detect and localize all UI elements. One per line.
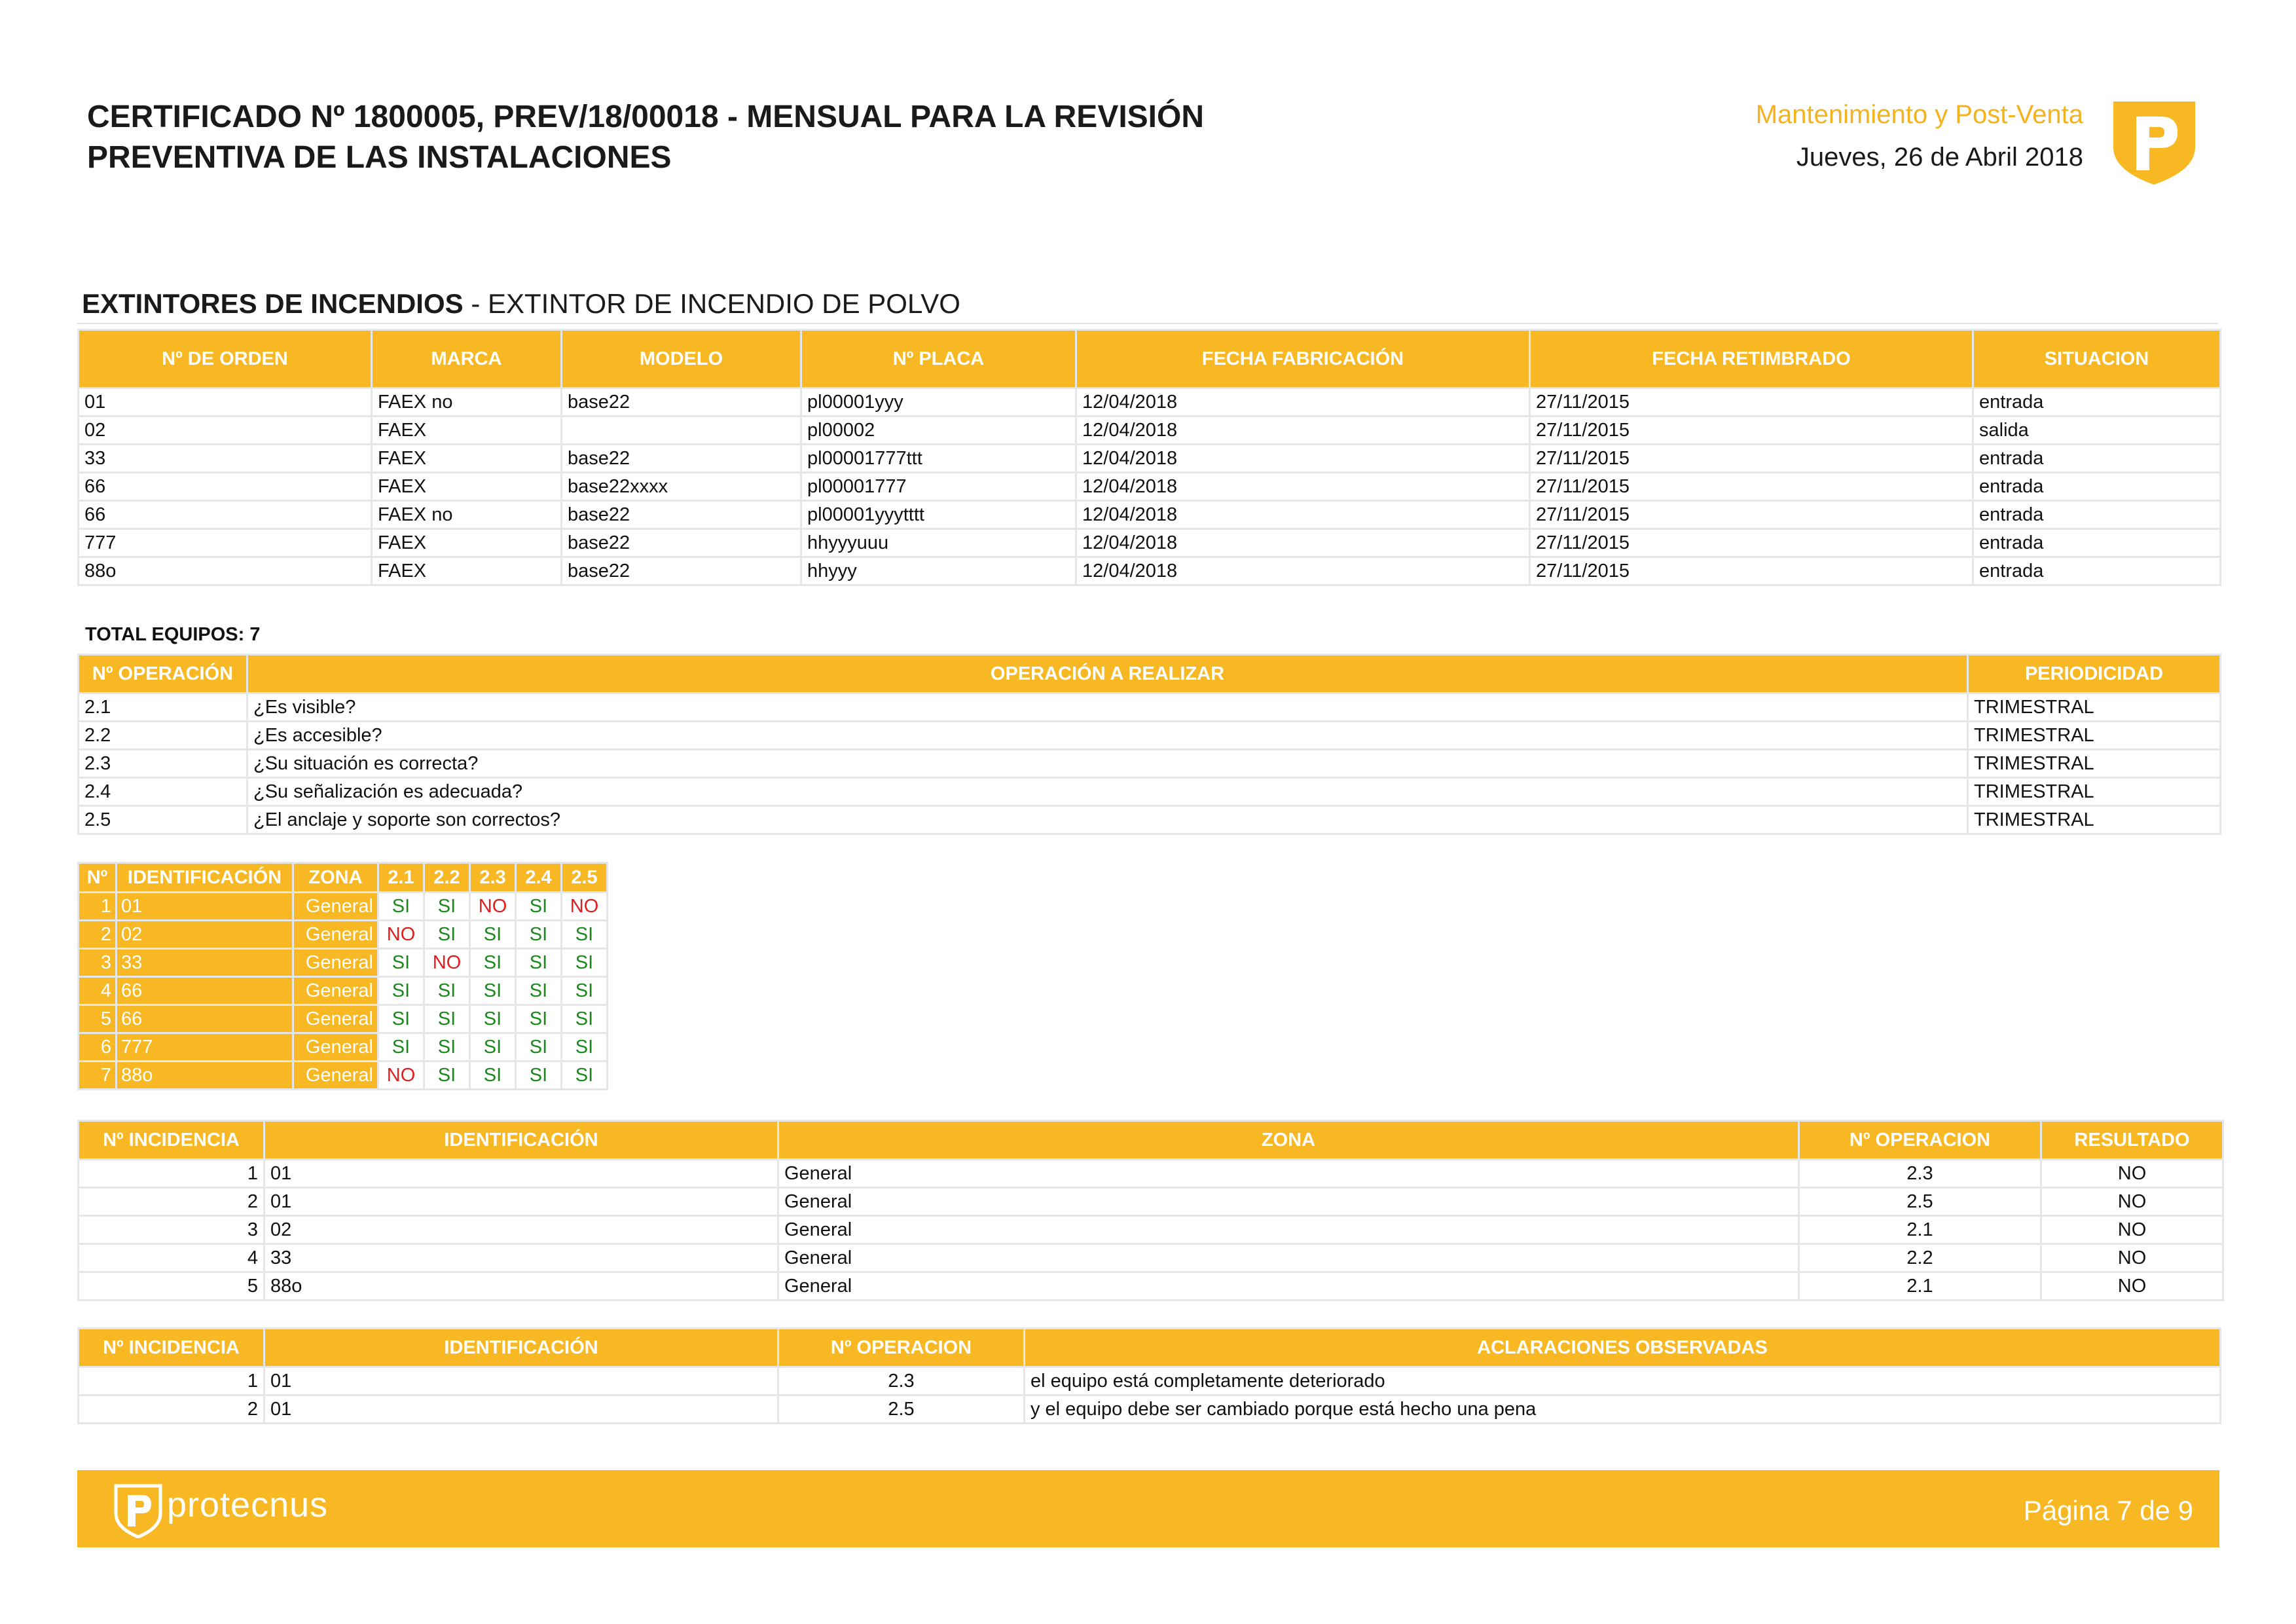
inspection-matrix-table: [77, 862, 608, 1090]
col-header-periodicidad: PERIODICIDAD: [1968, 655, 2221, 693]
col-header-op-2-5: 2.5: [562, 863, 608, 893]
col-header-op-2-1: 2.1: [378, 863, 424, 893]
table-cell: pl00001yyytttt: [801, 501, 1076, 529]
table-cell: 2: [79, 1395, 264, 1424]
col-header-num-operacion: Nº OPERACIÓN: [79, 655, 247, 693]
table-cell: NO: [424, 949, 470, 977]
table-cell: SI: [424, 1061, 470, 1090]
table-cell: 2.1: [1799, 1272, 2041, 1301]
table-cell: 27/11/2015: [1530, 445, 1973, 473]
col-header-identificacion: IDENTIFICACIÓN: [117, 863, 293, 893]
table-cell: SI: [424, 921, 470, 949]
incidents-table: [77, 1120, 2224, 1301]
table-cell: 2.3: [1799, 1160, 2041, 1188]
table-cell: TRIMESTRAL: [1968, 778, 2221, 806]
col-header-resultado: RESULTADO: [2041, 1121, 2223, 1160]
table-cell: General: [293, 921, 378, 949]
table-row: [79, 778, 2221, 806]
col-header-op-2-2: 2.2: [424, 863, 470, 893]
table-cell: 3: [79, 949, 117, 977]
table-row: [79, 445, 2221, 473]
table-cell: 33: [79, 445, 372, 473]
col-header-op-2-3: 2.3: [470, 863, 516, 893]
table-cell: 66: [79, 501, 372, 529]
table-cell: SI: [516, 1061, 562, 1090]
table-cell: 2.5: [1799, 1188, 2041, 1216]
table-row: [79, 750, 2221, 778]
table-cell: General: [778, 1160, 1799, 1188]
table-cell: entrada: [1973, 529, 2221, 557]
table-cell: General: [293, 893, 378, 921]
table-cell: SI: [562, 921, 608, 949]
table-cell: hhyyyuuu: [801, 529, 1076, 557]
col-header-fecha-retimbrado: FECHA RETIMBRADO: [1530, 330, 1973, 388]
table-cell: 2.1: [1799, 1216, 2041, 1244]
table-cell: SI: [424, 1033, 470, 1061]
table-cell: 27/11/2015: [1530, 501, 1973, 529]
table-cell: TRIMESTRAL: [1968, 722, 2221, 750]
table-cell: 66: [79, 473, 372, 501]
table-row: [79, 893, 608, 921]
operations-table: [77, 654, 2221, 835]
table-cell: 12/04/2018: [1076, 529, 1530, 557]
table-row: [79, 693, 2221, 722]
table-cell: NO: [2041, 1216, 2223, 1244]
table-cell: 1: [79, 1367, 264, 1395]
table-cell: 27/11/2015: [1530, 529, 1973, 557]
table-header-row: [79, 655, 2221, 693]
table-cell: entrada: [1973, 557, 2221, 585]
table-cell: SI: [378, 1005, 424, 1033]
table-cell: FAEX no: [372, 388, 562, 416]
table-cell: SI: [424, 977, 470, 1005]
col-header-num-incidencia: Nº INCIDENCIA: [79, 1121, 264, 1160]
table-cell: 01: [117, 893, 293, 921]
table-cell: 88o: [264, 1272, 778, 1301]
table-cell: 5: [79, 1005, 117, 1033]
table-cell: 2.5: [79, 806, 247, 834]
col-header-fecha-fabricacion: FECHA FABRICACIÓN: [1076, 330, 1530, 388]
table-cell: SI: [516, 1033, 562, 1061]
table-cell: 66: [117, 977, 293, 1005]
table-cell: SI: [470, 1061, 516, 1090]
table-row: [79, 921, 608, 949]
table-row: [79, 1395, 2221, 1424]
table-cell: 7: [79, 1061, 117, 1090]
table-cell: SI: [516, 1005, 562, 1033]
table-cell: NO: [2041, 1272, 2223, 1301]
table-cell: 4: [79, 977, 117, 1005]
table-cell: General: [293, 1061, 378, 1090]
table-cell: NO: [2041, 1244, 2223, 1272]
table-cell: General: [293, 977, 378, 1005]
document-title: [87, 97, 1396, 178]
table-cell: SI: [562, 1005, 608, 1033]
table-cell: 5: [79, 1272, 264, 1301]
title-line-1: CERTIFICADO Nº 1800005, PREV/18/00018 - MENSUAL PARA LA REVISIÓN: [87, 100, 1205, 134]
section-title: [82, 288, 960, 320]
table-cell: SI: [378, 977, 424, 1005]
table-cell: 27/11/2015: [1530, 416, 1973, 445]
table-row: [79, 977, 608, 1005]
table-cell: 3: [79, 1216, 264, 1244]
table-row: [79, 1244, 2223, 1272]
title-line-2: PREVENTIVA DE LAS INSTALACIONES: [87, 140, 672, 175]
col-header-identificacion: IDENTIFICACIÓN: [264, 1329, 778, 1367]
table-cell: SI: [562, 977, 608, 1005]
table-cell: ¿Es accesible?: [247, 722, 1968, 750]
table-row: [79, 1005, 608, 1033]
table-cell: SI: [562, 1033, 608, 1061]
table-row: [79, 1061, 608, 1090]
table-cell: 88o: [79, 557, 372, 585]
table-cell: SI: [424, 893, 470, 921]
col-header-orden: Nº DE ORDEN: [79, 330, 372, 388]
table-cell: 27/11/2015: [1530, 557, 1973, 585]
col-header-num: Nº: [79, 863, 117, 893]
table-cell: NO: [470, 893, 516, 921]
table-cell: ¿Su señalización es adecuada?: [247, 778, 1968, 806]
table-cell: TRIMESTRAL: [1968, 806, 2221, 834]
col-header-num-incidencia: Nº INCIDENCIA: [79, 1329, 264, 1367]
table-cell: FAEX: [372, 445, 562, 473]
table-cell: 12/04/2018: [1076, 388, 1530, 416]
table-cell: FAEX: [372, 416, 562, 445]
table-cell: 01: [264, 1188, 778, 1216]
table-cell: SI: [470, 921, 516, 949]
table-cell: 1: [79, 1160, 264, 1188]
table-cell: 6: [79, 1033, 117, 1061]
table-row: [79, 1216, 2223, 1244]
table-row: [79, 806, 2221, 834]
table-row: [79, 1160, 2223, 1188]
table-cell: 12/04/2018: [1076, 501, 1530, 529]
table-cell: 12/04/2018: [1076, 445, 1530, 473]
department-label: Mantenimiento y Post-Venta: [1755, 100, 2083, 129]
table-cell: SI: [470, 977, 516, 1005]
table-cell: FAEX: [372, 529, 562, 557]
table-cell: entrada: [1973, 388, 2221, 416]
col-header-zona: ZONA: [778, 1121, 1799, 1160]
col-header-operacion: OPERACIÓN A REALIZAR: [247, 655, 1968, 693]
table-row: [79, 722, 2221, 750]
col-header-modelo: MODELO: [562, 330, 801, 388]
table-cell: 777: [117, 1033, 293, 1061]
table-cell: 4: [79, 1244, 264, 1272]
table-cell: General: [293, 1033, 378, 1061]
col-header-situacion: SITUACION: [1973, 330, 2221, 388]
table-cell: salida: [1973, 416, 2221, 445]
col-header-aclaraciones: ACLARACIONES OBSERVADAS: [1025, 1329, 2221, 1367]
document-date: Jueves, 26 de Abril 2018: [1796, 143, 2083, 172]
table-cell: 2.3: [778, 1367, 1025, 1395]
table-cell: FAEX: [372, 557, 562, 585]
table-row: [79, 1033, 608, 1061]
table-cell: 01: [264, 1367, 778, 1395]
table-cell: NO: [2041, 1188, 2223, 1216]
table-header-row: [79, 1329, 2221, 1367]
table-cell: 2.4: [79, 778, 247, 806]
table-cell: 12/04/2018: [1076, 473, 1530, 501]
observation-rows: [79, 1367, 2221, 1424]
table-cell: 2.2: [79, 722, 247, 750]
matrix-rows: [79, 893, 608, 1090]
table-row: [79, 473, 2221, 501]
table-cell: 2.3: [79, 750, 247, 778]
table-cell: pl00001yyy: [801, 388, 1076, 416]
table-cell: NO: [562, 893, 608, 921]
table-cell: 01: [264, 1395, 778, 1424]
table-cell: ¿Es visible?: [247, 693, 1968, 722]
table-cell: NO: [2041, 1160, 2223, 1188]
equipment-table: [77, 329, 2221, 586]
table-cell: base22xxxx: [562, 473, 801, 501]
col-header-marca: MARCA: [372, 330, 562, 388]
col-header-num-operacion: Nº OPERACION: [778, 1329, 1025, 1367]
table-cell: TRIMESTRAL: [1968, 750, 2221, 778]
table-cell: pl00002: [801, 416, 1076, 445]
table-cell: 01: [264, 1160, 778, 1188]
table-cell: SI: [470, 1033, 516, 1061]
col-header-placa: Nº PLACA: [801, 330, 1076, 388]
table-cell: 2.2: [1799, 1244, 2041, 1272]
total-equipment: TOTAL EQUIPOS: 7: [85, 624, 261, 645]
footer-brand-name: protecnus: [167, 1485, 329, 1524]
page-number: Página 7 de 9: [2023, 1495, 2193, 1526]
table-cell: pl00001777: [801, 473, 1076, 501]
table-cell: 12/04/2018: [1076, 416, 1530, 445]
col-header-op-2-4: 2.4: [516, 863, 562, 893]
table-cell: 27/11/2015: [1530, 473, 1973, 501]
table-row: [79, 1188, 2223, 1216]
table-cell: 1: [79, 893, 117, 921]
table-cell: General: [778, 1188, 1799, 1216]
table-cell: SI: [516, 977, 562, 1005]
table-row: [79, 388, 2221, 416]
operation-rows: [79, 693, 2221, 834]
table-cell: 01: [79, 388, 372, 416]
table-cell: entrada: [1973, 445, 2221, 473]
table-cell: General: [293, 1005, 378, 1033]
table-cell: General: [778, 1244, 1799, 1272]
table-cell: ¿Su situación es correcta?: [247, 750, 1968, 778]
table-cell: SI: [470, 1005, 516, 1033]
observations-table: [77, 1327, 2221, 1424]
table-cell: base22: [562, 445, 801, 473]
table-cell: SI: [424, 1005, 470, 1033]
section-title-rest: - EXTINTOR DE INCENDIO DE POLVO: [463, 288, 960, 319]
table-cell: 88o: [117, 1061, 293, 1090]
table-cell: TRIMESTRAL: [1968, 693, 2221, 722]
table-cell: SI: [562, 1061, 608, 1090]
table-cell: 12/04/2018: [1076, 557, 1530, 585]
table-cell: entrada: [1973, 473, 2221, 501]
protecnus-shield-logo-icon: [2113, 98, 2195, 187]
table-header-row: [79, 1121, 2223, 1160]
table-cell: 2.1: [79, 693, 247, 722]
table-cell: y el equipo debe ser cambiado porque está hecho una pena: [1025, 1395, 2221, 1424]
table-cell: FAEX no: [372, 501, 562, 529]
table-cell: base22: [562, 529, 801, 557]
table-cell: 2: [79, 921, 117, 949]
table-cell: SI: [562, 949, 608, 977]
table-cell: 66: [117, 1005, 293, 1033]
table-cell: General: [778, 1272, 1799, 1301]
table-cell: SI: [378, 949, 424, 977]
table-cell: 27/11/2015: [1530, 388, 1973, 416]
table-cell: base22: [562, 388, 801, 416]
protecnus-p-logo-icon: [113, 1483, 163, 1538]
table-row: [79, 501, 2221, 529]
table-cell: hhyyy: [801, 557, 1076, 585]
table-cell: pl00001777ttt: [801, 445, 1076, 473]
table-cell: el equipo está completamente deteriorado: [1025, 1367, 2221, 1395]
table-cell: base22: [562, 557, 801, 585]
table-row: [79, 557, 2221, 585]
table-cell: [562, 416, 801, 445]
table-cell: SI: [378, 1033, 424, 1061]
table-cell: General: [293, 949, 378, 977]
table-cell: base22: [562, 501, 801, 529]
table-cell: 2: [79, 1188, 264, 1216]
table-cell: SI: [378, 893, 424, 921]
table-cell: 33: [264, 1244, 778, 1272]
incident-rows: [79, 1160, 2223, 1301]
table-cell: SI: [470, 949, 516, 977]
page-footer: [77, 1470, 2219, 1547]
section-title-bold: EXTINTORES DE INCENDIOS: [82, 288, 464, 319]
table-header-row: [79, 330, 2221, 388]
col-header-identificacion: IDENTIFICACIÓN: [264, 1121, 778, 1160]
table-cell: entrada: [1973, 501, 2221, 529]
table-cell: 02: [117, 921, 293, 949]
table-cell: SI: [516, 921, 562, 949]
table-cell: FAEX: [372, 473, 562, 501]
table-cell: 33: [117, 949, 293, 977]
table-cell: 02: [79, 416, 372, 445]
table-row: [79, 1272, 2223, 1301]
table-cell: General: [778, 1216, 1799, 1244]
table-cell: 2.5: [778, 1395, 1025, 1424]
table-cell: 777: [79, 529, 372, 557]
table-cell: NO: [378, 1061, 424, 1090]
table-row: [79, 949, 608, 977]
table-cell: SI: [516, 949, 562, 977]
table-cell: SI: [516, 893, 562, 921]
table-row: [79, 416, 2221, 445]
table-row: [79, 529, 2221, 557]
table-cell: ¿El anclaje y soporte son correctos?: [247, 806, 1968, 834]
col-header-num-operacion: Nº OPERACION: [1799, 1121, 2041, 1160]
table-cell: NO: [378, 921, 424, 949]
equipment-rows: [79, 388, 2221, 585]
table-header-row: [79, 863, 608, 893]
col-header-zona: ZONA: [293, 863, 378, 893]
section-divider: [77, 323, 2218, 324]
table-row: [79, 1367, 2221, 1395]
table-cell: 02: [264, 1216, 778, 1244]
